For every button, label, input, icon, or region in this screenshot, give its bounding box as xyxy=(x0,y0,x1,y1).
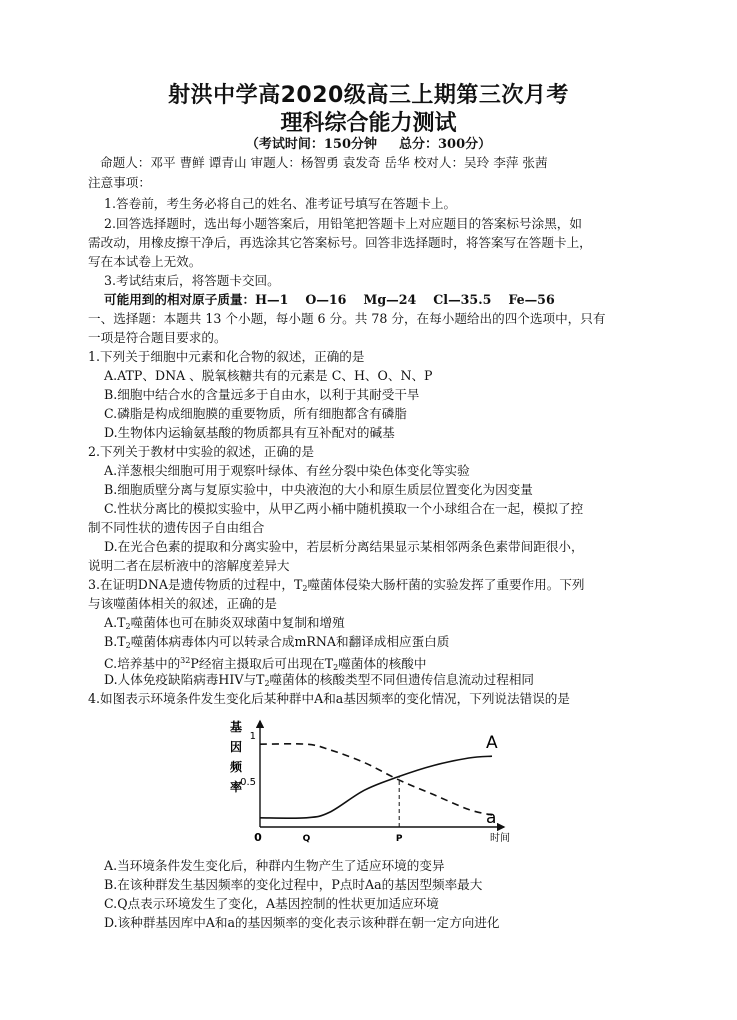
q3-option-c: C.培养基中的$^{32}$P经宿主摄取后可出现在$T_2$噬菌体的核酸中 xyxy=(104,656,427,672)
section1-heading: 一、选择题：本题共 13 个小题，每小题 6 分。共 78 分，在每小题给出的四个选项中，只有 xyxy=(88,311,606,326)
exam-info xyxy=(0,136,737,154)
q3-stem: 3.在证明DNA是遗传物质的过程中，$T_2$噬菌体侵染大肠杆菌的实验发挥了重要作用。下列 xyxy=(88,577,585,593)
q2-stem: 2.下列关于教材中实验的叙述，正确的是 xyxy=(88,444,315,459)
gene-frequency-chart xyxy=(222,717,512,853)
q2-option-a: A.洋葱根尖细胞可用于观察叶绿体、有丝分裂中染色体变化等实验 xyxy=(104,463,470,478)
q4-option-d: D.该种群基因库中A和a的基因频率的变化表示该种群在朝一定方向进化 xyxy=(104,915,500,930)
q1-option-b: B.细胞中结合水的含量远多于自由水，以利于其耐受干旱 xyxy=(104,387,420,402)
origin-label: 0 xyxy=(254,831,262,844)
q1-option-c: C.磷脂是构成细胞膜的重要物质，所有细胞都含有磷脂 xyxy=(104,406,407,421)
atomic-masses: 可能用到的相对原子质量：H—1 O—16 Mg—24 Cl—35.5 Fe—56 xyxy=(104,292,555,307)
note-2-cont: 需改动，用橡皮擦干净后，再选涂其它答案标号。回答非选择题时，将答案写在答题卡上， xyxy=(88,235,592,250)
q3-stem-cont: 与该噬菌体相关的叙述，正确的是 xyxy=(88,596,277,611)
exam-time: （考试时间：150分钟 xyxy=(245,137,377,152)
subscript-2: 2 xyxy=(302,584,308,593)
note-2: 2.回答选择题时，选出每小题答案后，用铅笔把答题卡上对应题目的答案标号涂黑，如 xyxy=(104,216,582,231)
total-score: 总分：300分） xyxy=(399,137,492,152)
q2-option-d: D.在光合色素的提取和分离实验中，若层析分离结果显示某相邻两条色素带间距很小， xyxy=(104,539,584,554)
y-axis-label-char: 因 xyxy=(230,740,243,754)
q2-option-c: C.性状分离比的模拟实验中，从甲乙两小桶中随机摸取一个小球组合在一起，模拟了控 xyxy=(104,501,584,516)
y-tick-label: 0.5 xyxy=(240,777,256,788)
q3-option-b: $B.T_2$噬菌体病毒体内可以转录合成mRNA和翻译成相应蛋白质 xyxy=(104,634,450,650)
notes-heading: 注意事项： xyxy=(88,175,151,190)
y-axis-label-char: 频 xyxy=(230,760,243,774)
superscript-32: 32 xyxy=(180,656,191,665)
q4-option-a: A.当环境条件发生变化后，种群内生物产生了适应环境的变异 xyxy=(104,858,445,873)
q1-stem: 1.下列关于细胞中元素和化合物的叙述，正确的是 xyxy=(88,349,365,364)
authors-line: 命题人：邓平 曹鲜 谭青山 审题人：杨智勇 袁发奇 岳华 校对人：吴玲 李萍 张茜 xyxy=(100,155,548,170)
q1-option-d: D.生物体内运输氨基酸的物质都具有互补配对的碱基 xyxy=(104,425,395,440)
series-line-a xyxy=(260,744,492,815)
series-line-A xyxy=(260,756,492,818)
note-1: 1.答卷前，考生务必将自己的姓名、准考证号填写在答题卡上。 xyxy=(104,196,457,211)
chart-svg xyxy=(222,717,512,853)
x-tick-label-p: P xyxy=(395,834,403,844)
y-axis-label-char: 率 xyxy=(230,780,243,794)
q4-option-c: C.Q点表示环境发生了变化，A基因控制的性状更加适应环境 xyxy=(104,896,439,911)
x-axis-label: 时间 xyxy=(490,833,510,844)
y-tick-label: 1 xyxy=(249,731,256,742)
section1-heading-cont: 一项是符合题目要求的。 xyxy=(88,330,227,345)
exam-title: 射洪中学高2020级高三上期第三次月考 xyxy=(168,83,569,108)
q2-option-d-cont: 说明二者在层析液中的溶解度差异大 xyxy=(88,558,290,573)
series-label-a: a xyxy=(486,808,497,829)
q3-option-a: $A.T_2$噬菌体也可在肺炎双球菌中复制和增殖 xyxy=(104,615,345,631)
note-3: 3.考试结束后，将答题卡交回。 xyxy=(104,273,280,288)
note-2-cont2: 写在本试卷上无效。 xyxy=(88,254,202,269)
q2-option-c-cont: 制不同性状的遗传因子自由组合 xyxy=(88,520,265,535)
q4-stem: 4.如图表示环境条件发生变化后某种群中A和a基因频率的变化情况，下列说法错误的是 xyxy=(88,691,570,706)
x-tick-label-q: Q xyxy=(302,834,311,844)
q3-option-d: D.人体免疫缺陷病毒HIV与$T_2$噬菌体的核酸类型不同但遗传信息流动过程相同 xyxy=(104,672,535,688)
y-axis-label-char: 基 xyxy=(230,720,243,734)
q4-option-b: B.在该种群发生基因频率的变化过程中，P点时Aa的基因型频率最大 xyxy=(104,877,483,892)
q2-option-b: B.细胞质壁分离与复原实验中，中央液泡的大小和原生质层位置变化为因变量 xyxy=(104,482,533,497)
exam-subtitle: 理科综合能力测试 xyxy=(280,111,457,136)
series-label-A: A xyxy=(486,733,498,754)
q1-option-a: A.ATP、DNA 、脱氧核糖共有的元素是 C、H、O、N、P xyxy=(104,368,433,383)
